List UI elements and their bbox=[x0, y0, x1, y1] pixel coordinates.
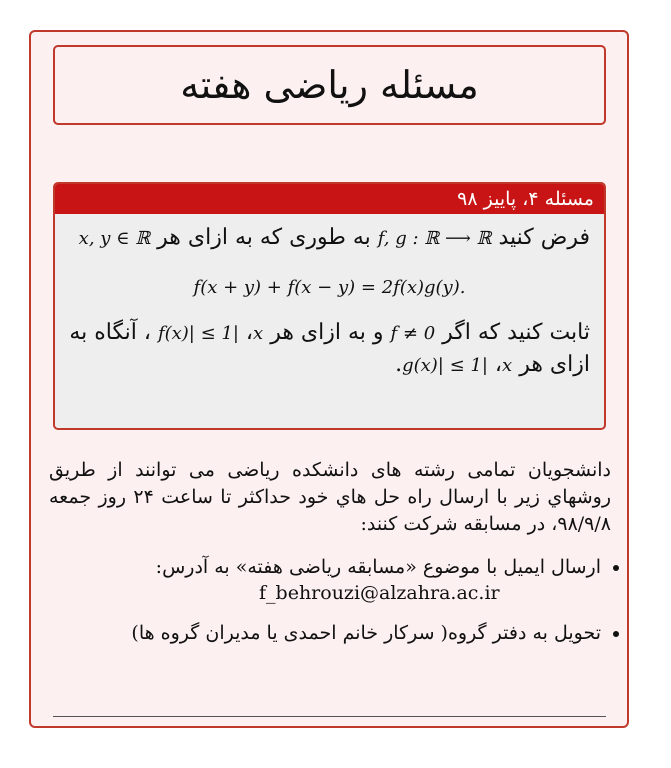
submission-methods bbox=[49, 554, 623, 660]
problem-statement-1 bbox=[69, 222, 590, 254]
problem-text: و به ازای هر bbox=[270, 320, 384, 345]
poster-frame bbox=[29, 30, 629, 728]
problem-math: x bbox=[253, 323, 264, 344]
problem-text: ، bbox=[494, 352, 503, 377]
problem-equation: f(x + y) + f(x − y) = 2f(x)g(y). bbox=[193, 277, 466, 298]
problem-text: ، آنگاه به ازای هر bbox=[69, 320, 590, 377]
problem-text: ثابت کنید که اگر bbox=[442, 320, 590, 345]
email-address: f_behrouzi@alzahra.ac.ir bbox=[259, 582, 500, 604]
problem-math: x bbox=[502, 355, 513, 376]
problem-text: . bbox=[395, 352, 403, 377]
problem-math: |g(x)| ≤ 1 bbox=[402, 355, 488, 376]
intro-paragraph: دانشجویان تمامی رشته های دانشکده ریاضی می توانند از طریق روشهاي زیر با ارسال راه حل هاي خود حداکثر تا ساعت ۲۴ روز جمعه ۹۸/۹/۸، در مسابقه شرکت کنند: bbox=[49, 459, 612, 535]
problem-text: به طوری که به ازای هر bbox=[157, 225, 371, 250]
problem-math: |f(x)| ≤ 1 bbox=[157, 323, 239, 344]
bullet-email-text: ارسال ایمیل با موضوع «مسابقه ریاضی هفته» به آدرس: bbox=[155, 556, 601, 578]
title-box bbox=[53, 45, 606, 125]
problem-header: مسئله ۴، پاییز ۹۸ bbox=[55, 184, 604, 214]
problem-text: فرض کنید bbox=[498, 225, 590, 250]
problem-math: f, g : ℝ ⟶ ℝ bbox=[377, 228, 492, 249]
problem-statement-2 bbox=[69, 317, 590, 381]
problem-box bbox=[53, 182, 606, 430]
bullet-office-text: تحویل به دفتر گروه( سرکار خانم احمدی یا مدیران گروه ها) bbox=[131, 622, 601, 644]
problem-text: ، bbox=[245, 320, 254, 345]
list-item bbox=[49, 620, 601, 646]
problem-body bbox=[55, 214, 604, 381]
problem-math: x, y ∈ ℝ bbox=[78, 228, 151, 249]
problem-math: f ≠ 0 bbox=[390, 323, 436, 344]
page-title: مسئله ریاضی هفته bbox=[180, 63, 479, 107]
list-item bbox=[49, 554, 601, 606]
divider bbox=[53, 716, 606, 717]
